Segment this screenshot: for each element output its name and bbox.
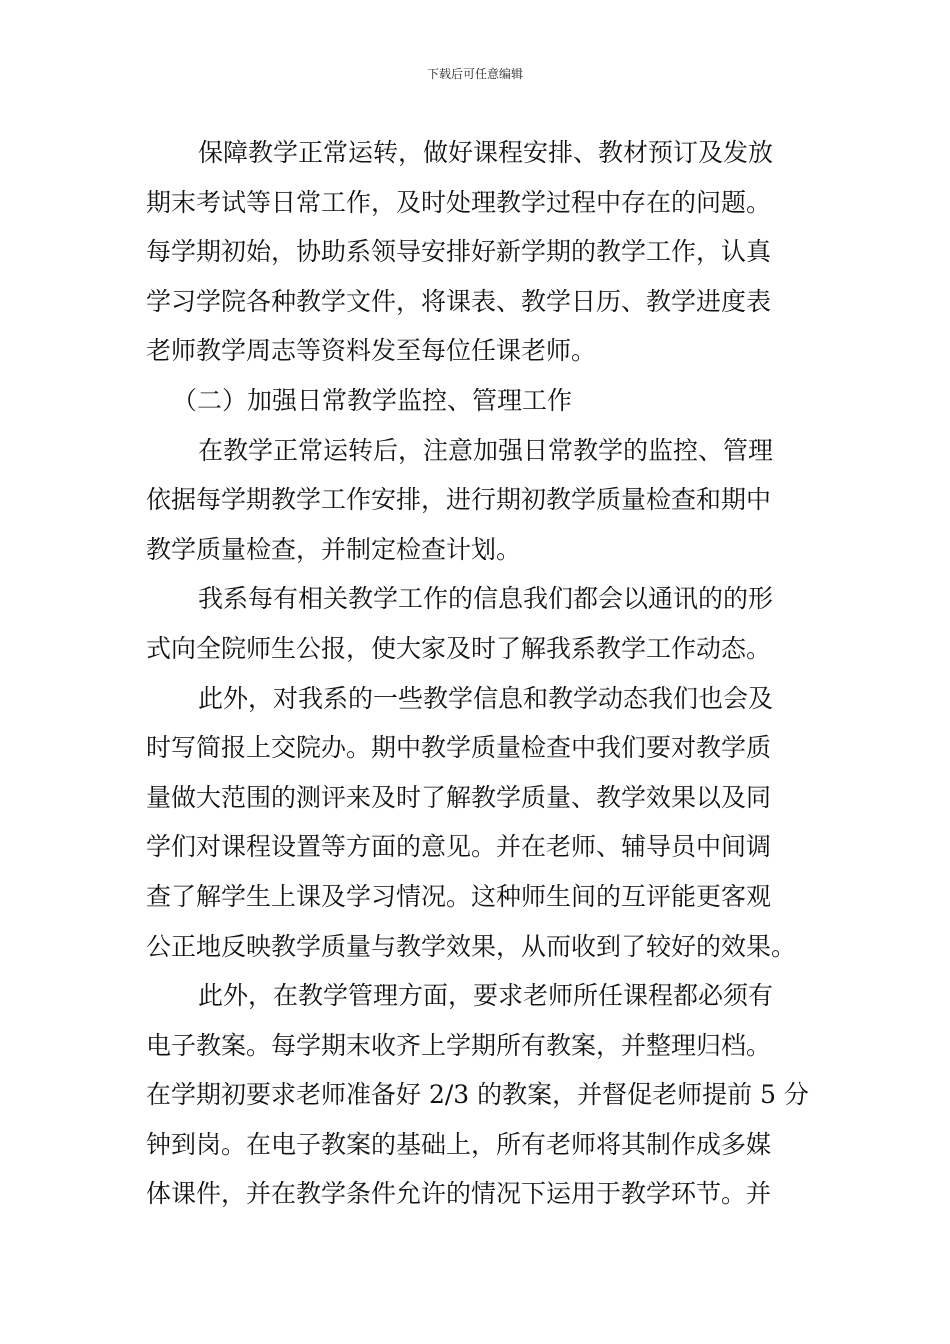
text-line: 钟到岗。在电子教案的基础上，所有老师将其制作成多媒 [146, 1129, 772, 1159]
text-line: 量做大范围的测评来及时了解教学质量、教学效果以及同 [146, 782, 772, 812]
text-line: 式向全院师生公报，使大家及时了解我系教学工作动态。 [146, 633, 772, 663]
text-line: 查了解学生上课及学习情况。这种师生间的互评能更客观 [146, 881, 772, 911]
text-line: 我系每有相关教学工作的信息我们都会以通讯的的形 [198, 584, 774, 614]
document-body [146, 128, 808, 1219]
text-line: 时写简报上交院办。期中教学质量检查中我们要对教学质 [146, 733, 772, 763]
section-heading: （二）加强日常教学监控、管理工作 [172, 385, 573, 415]
text-line: 每学期初始，协助系领导安排好新学期的教学工作，认真 [146, 237, 772, 267]
text-line: 电子教案。每学期末收齐上学期所有教案，并整理归档。 [146, 1030, 772, 1060]
text-line: 教学质量检查，并制定检查计划。 [146, 534, 522, 564]
text-line: 在教学正常运转后，注意加强日常教学的监控、管理 [198, 435, 774, 465]
text-line: 学们对课程设置等方面的意见。并在老师、辅导员中间调 [146, 832, 772, 862]
text-line: 期末考试等日常工作，及时处理教学过程中存在的问题。 [146, 187, 772, 217]
text-line: 老师教学周志等资料发至每位任课老师。 [146, 336, 597, 366]
text-line: 此外，对我系的一些教学信息和教学动态我们也会及 [198, 683, 774, 713]
text-line: 依据每学期教学工作安排，进行期初教学质量检查和期中 [146, 485, 772, 515]
text-line: 体课件，并在教学条件允许的情况下运用于教学环节。并 [146, 1179, 772, 1209]
text-line: 学习学院各种教学文件，将课表、教学日历、教学进度表 [146, 286, 772, 316]
text-line: 公正地反映教学质量与教学效果，从而收到了较好的效果。 [146, 931, 797, 961]
page-header: 下载后可任意编辑 [426, 67, 523, 81]
text-line: 此外，在教学管理方面，要求老师所任课程都必须有 [198, 981, 774, 1011]
text-line: 保障教学正常运转，做好课程安排、教材预订及发放 [198, 138, 774, 167]
text-line: 在学期初要求老师准备好 2/3 的教案，并督促老师提前 5 分 [146, 1080, 809, 1110]
